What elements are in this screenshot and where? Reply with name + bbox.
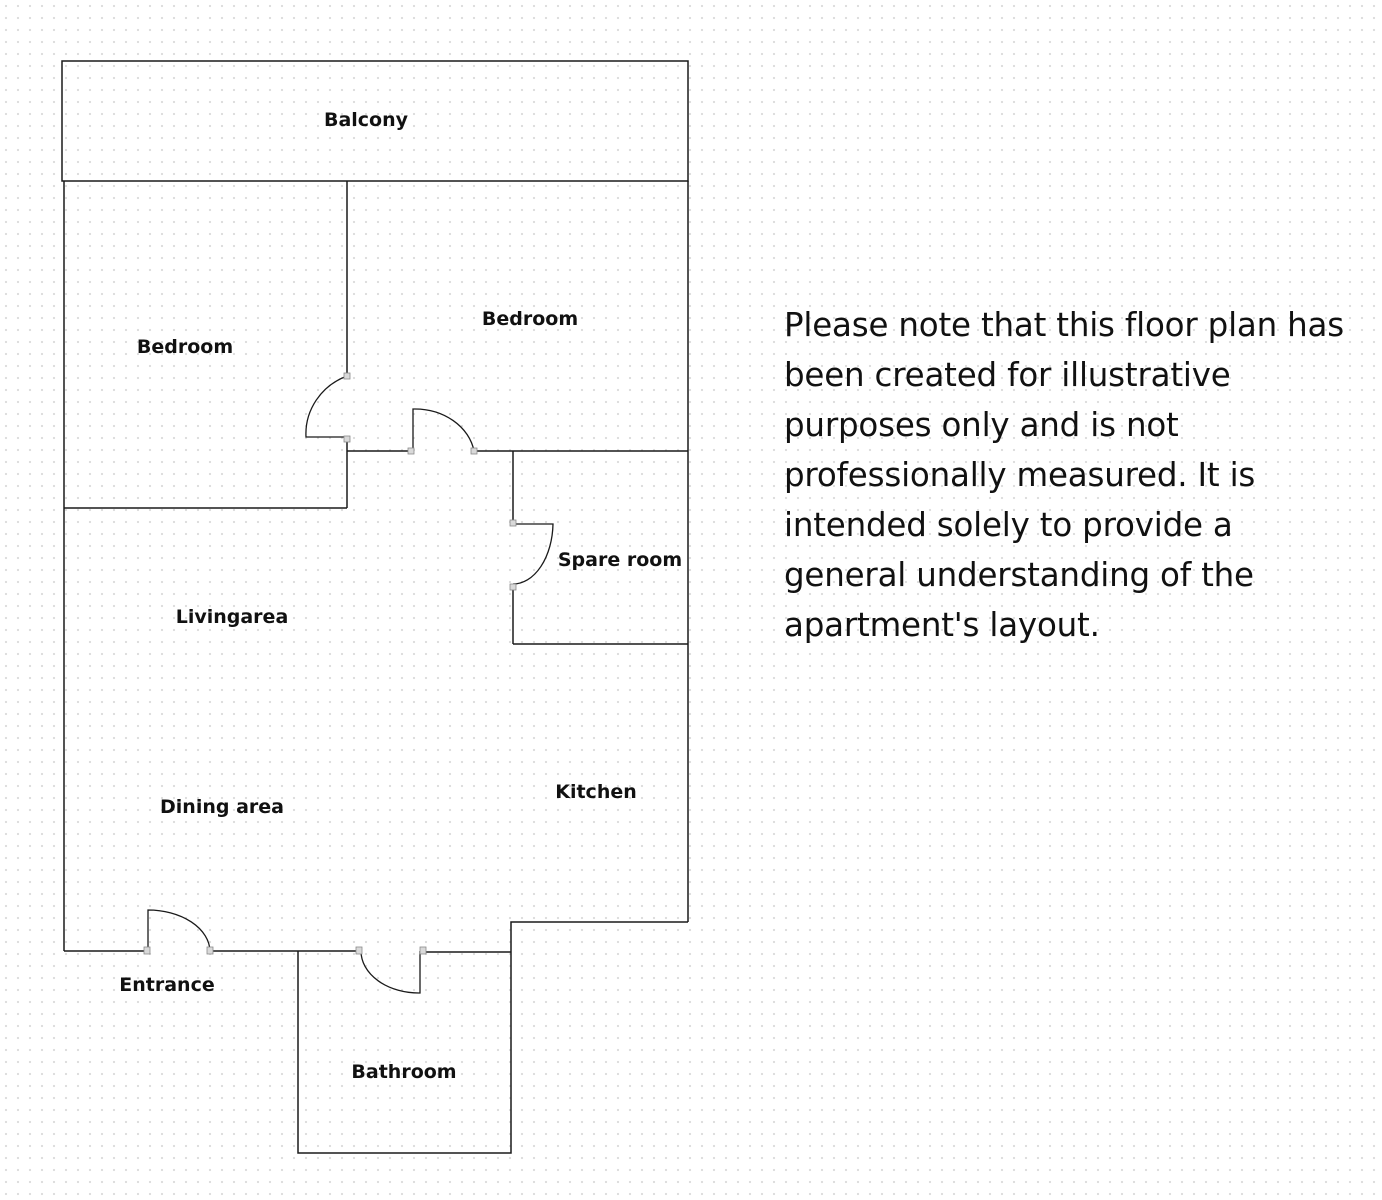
room-label-dining-area: Dining area bbox=[160, 796, 284, 818]
room-label-bedroom-right: Bedroom bbox=[481, 308, 579, 330]
room-label-bathroom: Bathroom bbox=[351, 1061, 457, 1083]
room-label-bedroom-left: Bedroom bbox=[136, 336, 234, 358]
door-bedroom-right bbox=[408, 409, 477, 454]
door-spare-room bbox=[510, 520, 553, 590]
bathroom-walls bbox=[298, 951, 511, 1153]
room-label-spare-room: Spare room bbox=[557, 549, 683, 571]
room-label-living-area: Livingarea bbox=[175, 606, 289, 628]
kitchen-bottom-wall bbox=[511, 922, 688, 952]
door-bathroom bbox=[356, 947, 426, 993]
door-entrance bbox=[144, 910, 213, 954]
room-label-kitchen: Kitchen bbox=[555, 781, 637, 803]
room-label-balcony: Balcony bbox=[323, 109, 409, 131]
disclaimer-text: Please note that this floor plan has been created for illustrative purposes only and is not professionally measured. It is intended solely to provide a general understanding of the apartment's layout. bbox=[784, 306, 1344, 644]
door-bedroom-left bbox=[306, 373, 350, 442]
room-label-entrance: Entrance bbox=[119, 974, 215, 996]
